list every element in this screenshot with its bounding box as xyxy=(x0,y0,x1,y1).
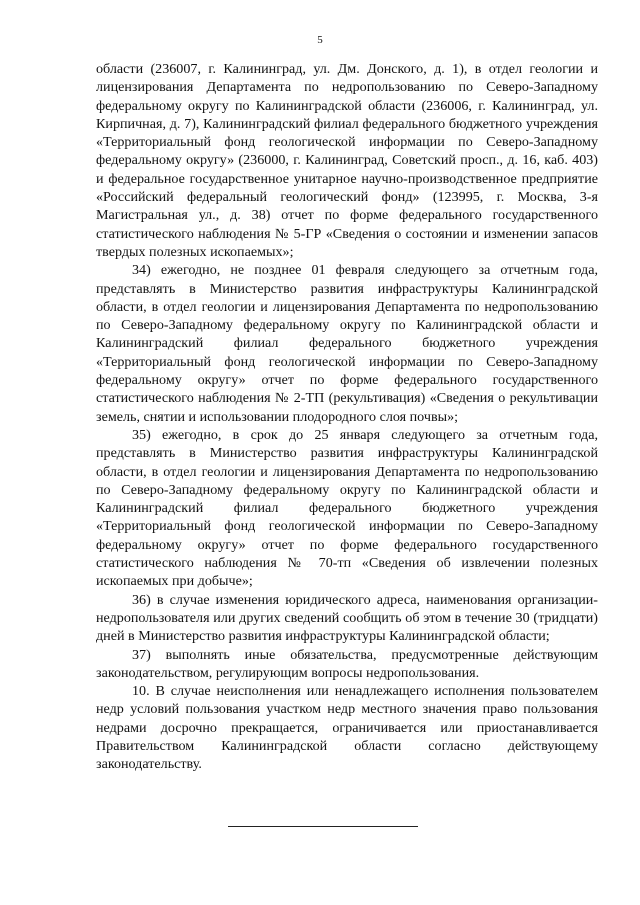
paragraph-item-10: 10. В случае неисполнения или ненадлежащего исполнения пользователем недр условий пользования участком недр местного значения право пользования недрами досрочно прекращается, ограничивается или приостанавливается Правительством Калининградской области согласно действующему законодательству. xyxy=(96,683,598,773)
paragraph-item-37: 37) выполнять иные обязательства, предусмотренные действующим законодательством, регулирующим вопросы недропользования. xyxy=(96,646,598,681)
paragraph-item-34: 34) ежегодно, не позднее 01 февраля следующего за отчетным года, представлять в Министерство развития инфраструктуры Калининградской области, в отдел геологии и лицензирования Департамента по недропользованию по Северо-Западному федеральному округу по Калининградской области и Калининградский филиал федерального бюджетного учреждения «Территориальный фонд геологической информации по Северо-Западному федеральному округу» отчет по форме федерального государственного статистического наблюдения № 2-ТП (рекультивация) «Сведения о рекультивации земель, снятии и использовании плодородного слоя почвы»; xyxy=(96,262,598,425)
page-number: 5 xyxy=(317,34,323,46)
document-body xyxy=(96,60,598,774)
paragraph-item-36: 36) в случае изменения юридического адреса, наименования организации-недропользователя или других сведений сообщить об этом в течение 30 (тридцати) дней в Министерство развития инфраструктуры Калининградской области; xyxy=(96,591,598,645)
paragraph-item-35: 35) ежегодно, в срок до 25 января следующего за отчетным года, представлять в Министерство развития инфраструктуры Калининградской области, в отдел геологии и лицензирования Департамента по недропользованию по Северо-Западному федеральному округу по Калининградской области и Калининградский филиал федерального бюджетного учреждения «Территориальный фонд геологической информации по Северо-Западному федеральному округу» отчет по форме федерального государственного статистического наблюдения № 70-тп «Сведения об извлечении полезных ископаемых при добыче»; xyxy=(96,426,598,590)
end-separator-line xyxy=(228,826,418,827)
paragraph-continuation: области (236007, г. Калининград, ул. Дм. Донского, д. 1), в отдел геологии и лицензирования Департамента по недропользованию по Северо-Западному федеральному округу по Калининградской области (236006, г. Калининград, ул. Кирпичная, д. 7), Калининградский филиал федерального бюджетного учреждения «Территориальный фонд геологической информации по Северо-Западному федеральному округу» (236000, г. Калининград, Советский просп., д. 16, каб. 403) и федеральное государственное унитарное научно-производственное предприятие «Российский федеральный геологический фонд» (123995, г. Москва, 3-я Магистральная ул., д. 38) отчет по форме федерального государственного статистического наблюдения № 5-ГР «Сведения о состоянии и изменении запасов твердых полезных ископаемых»; xyxy=(96,61,598,260)
